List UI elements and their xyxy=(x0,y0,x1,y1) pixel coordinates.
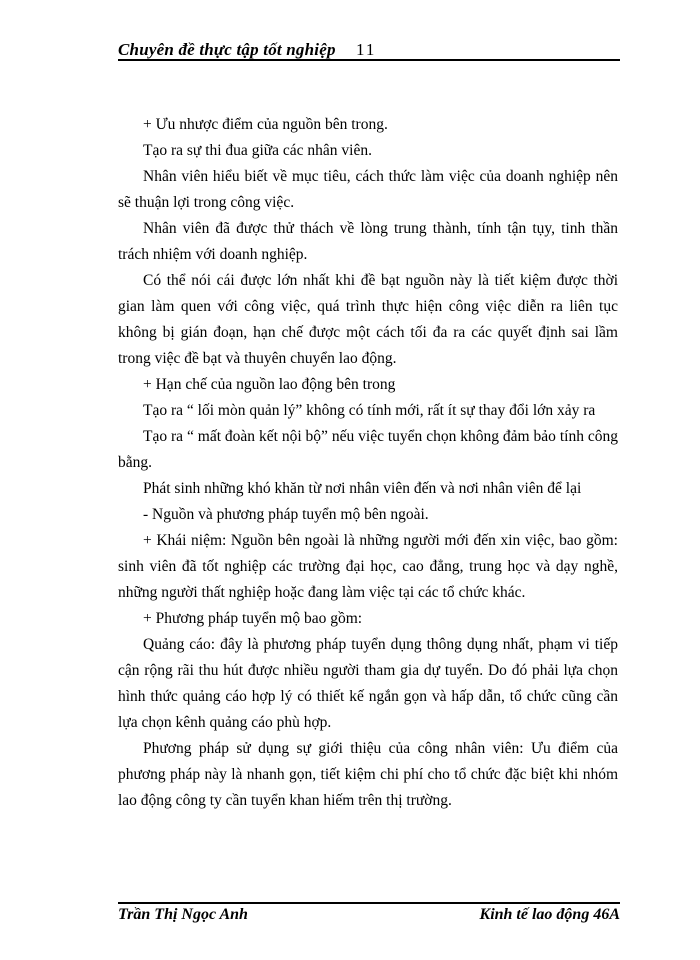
header-rule xyxy=(118,59,620,61)
paragraph: Tạo ra “ mất đoàn kết nội bộ” nếu việc tuyển chọn không đảm bảo tính công bằng. xyxy=(118,428,618,471)
paragraph: + Hạn chế của nguồn lao động bên trong xyxy=(143,376,396,393)
footer-author: Trần Thị Ngọc Anh xyxy=(118,906,248,923)
footer-class: Kinh tế lao động 46A xyxy=(479,906,620,923)
page-footer xyxy=(118,900,620,930)
paragraph: Nhân viên đã được thử thách về lòng trung thành, tính tận tụy, tinh thần trách nhiệm với doanh nghiệp. xyxy=(118,220,618,263)
page-header xyxy=(118,40,620,62)
paragraph: + Phương pháp tuyển mộ bao gồm: xyxy=(143,610,363,627)
paragraph: Quảng cáo: đây là phương pháp tuyển dụng thông dụng nhất, phạm vi tiếp cận rộng rãi thu hút được nhiều người tham gia dự tuyển. Do đó phải lựa chọn hình thức quảng cáo hợp lý có thiết kế ngắn gọn và hấp dẫn, tổ chức cũng cần lựa chọn kênh quảng cáo phù hợp. xyxy=(118,636,618,731)
paragraph: Có thể nói cái được lớn nhất khi đề bạt nguồn này là tiết kiệm được thời gian làm quen với công việc, quá trình thực hiện công việc diễn ra liên tục không bị gián đoạn, hạn chế được một cách tối đa ra các quyết định sai lầm trong việc đề bạt và thuyên chuyển lao động. xyxy=(118,272,618,367)
paragraph: + Ưu nhược điểm của nguồn bên trong. xyxy=(143,116,388,133)
paragraph: Phát sinh những khó khăn từ nơi nhân viên đến và nơi nhân viên để lại xyxy=(143,480,582,497)
paragraph: - Nguồn và phương pháp tuyển mộ bên ngoài. xyxy=(143,506,429,523)
paragraph: Nhân viên hiểu biết về mục tiêu, cách thức làm việc của doanh nghiệp nên sẽ thuận lợi trong công việc. xyxy=(118,168,618,211)
header-title: Chuyên đề thực tập tốt nghiệp xyxy=(118,40,336,59)
paragraph: Tạo ra “ lối mòn quản lý” không có tính mới, rất ít sự thay đổi lớn xảy ra xyxy=(143,402,596,419)
footer-rule xyxy=(118,902,620,904)
paragraph: + Khái niệm: Nguồn bên ngoài là những người mới đến xin việc, bao gồm: sinh viên đã tốt nghiệp các trường đại học, cao đẳng, trung học và dạy nghề, những người thất nghiệp hoặc đang làm việc tại các tổ chức khác. xyxy=(118,532,618,601)
document-body xyxy=(118,112,618,814)
paragraph: Phương pháp sử dụng sự giới thiệu của công nhân viên: Ưu điểm của phương pháp này là nhanh gọn, tiết kiệm chi phí cho tổ chức đặc biệt khi nhóm lao động công ty cần tuyển khan hiếm trên thị trường. xyxy=(118,740,618,809)
paragraph: Tạo ra sự thi đua giữa các nhân viên. xyxy=(143,142,372,159)
page-number: 11 xyxy=(356,40,377,59)
